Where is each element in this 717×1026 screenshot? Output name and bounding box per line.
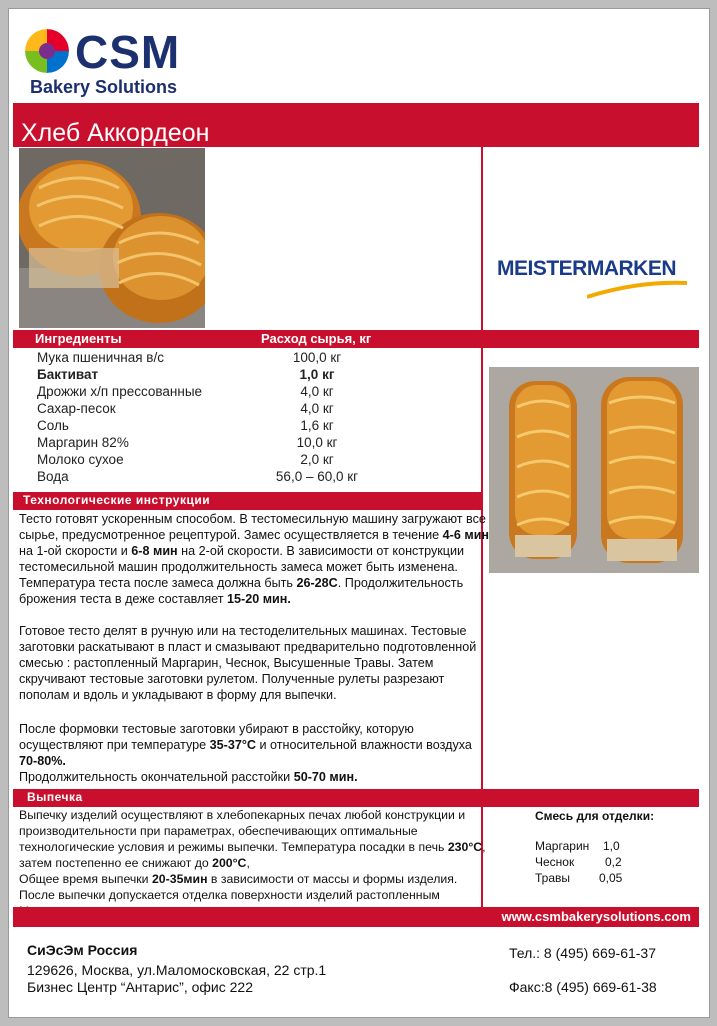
company-name: СиЭсЭм Россия — [27, 942, 138, 958]
title-bar — [13, 103, 699, 147]
fax-number: Факс:8 (495) 669-61-38 — [509, 979, 657, 995]
finish-mix-item-name: Маргарин — [535, 839, 590, 853]
ingredient-amount: 56,0 – 60,0 кг — [275, 469, 359, 484]
csm-logo — [25, 26, 225, 99]
ingredients-header-value: Расход сырья, кг — [261, 331, 372, 346]
ingredient-name: Соль — [37, 418, 69, 433]
ingredient-amount: 4,0 кг — [300, 384, 334, 399]
ingredient-name: Мука пшеничная в/с — [37, 350, 164, 365]
ingredient-name: Маргарин 82% — [37, 435, 129, 450]
bread-photo-side — [489, 367, 699, 573]
finish-mix-item-value: 0,2 — [605, 855, 622, 869]
ingredients-header — [13, 330, 699, 348]
logo-tagline: Bakery Solutions — [30, 77, 178, 97]
tech-paragraph-3: После формовки тестовые заготовки убирают в расстойку, которую осуществляют при температуре 35-37°С и относительной влажности воздуха 70-80%. Продолжительность окончательной расстойки 50-70 мин. — [19, 722, 472, 784]
ingredient-name: Сахар-песок — [37, 401, 116, 416]
ingredient-name: Молоко сухое — [37, 452, 124, 467]
finish-mix-item-value: 1,0 — [603, 839, 620, 853]
ingredient-name: Вода — [37, 469, 69, 484]
logo-wordmark: CSM — [75, 26, 181, 78]
ingredient-name: Бактиват — [37, 367, 99, 382]
phone-number: Тел.: 8 (495) 669-61-37 — [509, 945, 656, 961]
ingredients-header-name: Ингредиенты — [35, 331, 122, 346]
baking-paragraph: Выпечку изделий осуществляют в хлебопекарных печах любой конструкции и производительности при параметрах, обеспечивающих оптимальные технологические условия и режимы выпечки. Температура посадки в печь 230°С, затем постепенно ее снижают до 200°С, Общее время выпечки 20-35мин в зависимости от массы и формы изделия. После выпечки допускается отделка поверхности изделий растопленным — [19, 808, 486, 902]
tech-instructions-header — [13, 492, 483, 510]
baking-header — [13, 789, 699, 807]
ingredient-name: Дрожжи х/п прессованные — [37, 384, 203, 399]
ingredient-amount: 2,0 кг — [300, 452, 334, 467]
meistermarken-swoosh-icon — [587, 279, 687, 299]
finish-mix-item-name: Травы — [535, 871, 571, 885]
tech-paragraph-1: Тесто готовят ускоренным способом. В тестомесильную машину загружают все сырье, предусмотренное рецептурой. Замес осуществляется в течение 4-6 мин на 1-ой скорости и 6-8 мин на 2-ой скорости. В зависимости от конструкции тестомесильной машин продолжительность замеса может быть изменена. Температура теста после замеса должна быть 26-28С. Продолжительность брожения теста в деже составляет 15-20 мин. — [19, 512, 490, 606]
finish-mix-title: Смесь для отделки: — [535, 809, 655, 823]
tech-paragraph-2: Готовое тесто делят в ручную или на тестоделительных машинах. Тестовые заготовки раскатывают в пласт и смазывают предварительно подготовленной смесью : растопленный Маргарин, Чеснок, Высушенные Травы. Затем скручивают тестовые заготовки рулетом. Полученные рулеты разрезают пополам и вдоль и укладывают в форму для выпечки. — [19, 624, 477, 702]
finish-mix-item-value: 0,05 — [599, 871, 623, 885]
bread-photo-top — [19, 148, 205, 326]
footer-bar — [13, 907, 699, 927]
ingredient-amount: 1,6 кг — [300, 418, 334, 433]
baking-heading: Выпечка — [27, 790, 83, 804]
ingredient-amount: 100,0 кг — [292, 350, 342, 365]
meistermarken-wordmark: MEISTERMARKEN — [497, 257, 677, 280]
ingredient-amount: 4,0 кг — [300, 401, 334, 416]
meistermarken-logo — [497, 251, 697, 311]
product-title: Хлеб Аккордеон — [21, 119, 210, 147]
ingredient-amount: 10,0 кг — [296, 435, 338, 450]
company-office: Бизнес Центр “Антарис”, офис 222 — [27, 979, 253, 995]
company-address: 129626, Москва, ул.Маломосковская, 22 стр.1 — [27, 962, 327, 978]
csm-color-wheel-icon — [25, 29, 69, 73]
ingredient-amount: 1,0 кг — [299, 367, 335, 382]
recipe-sheet — [8, 8, 710, 1018]
tech-instructions-heading: Технологические инструкции — [23, 493, 211, 507]
finish-mix-item-name: Чеснок — [535, 855, 575, 869]
website-link[interactable]: www.csmbakerysolutions.com — [501, 909, 691, 924]
